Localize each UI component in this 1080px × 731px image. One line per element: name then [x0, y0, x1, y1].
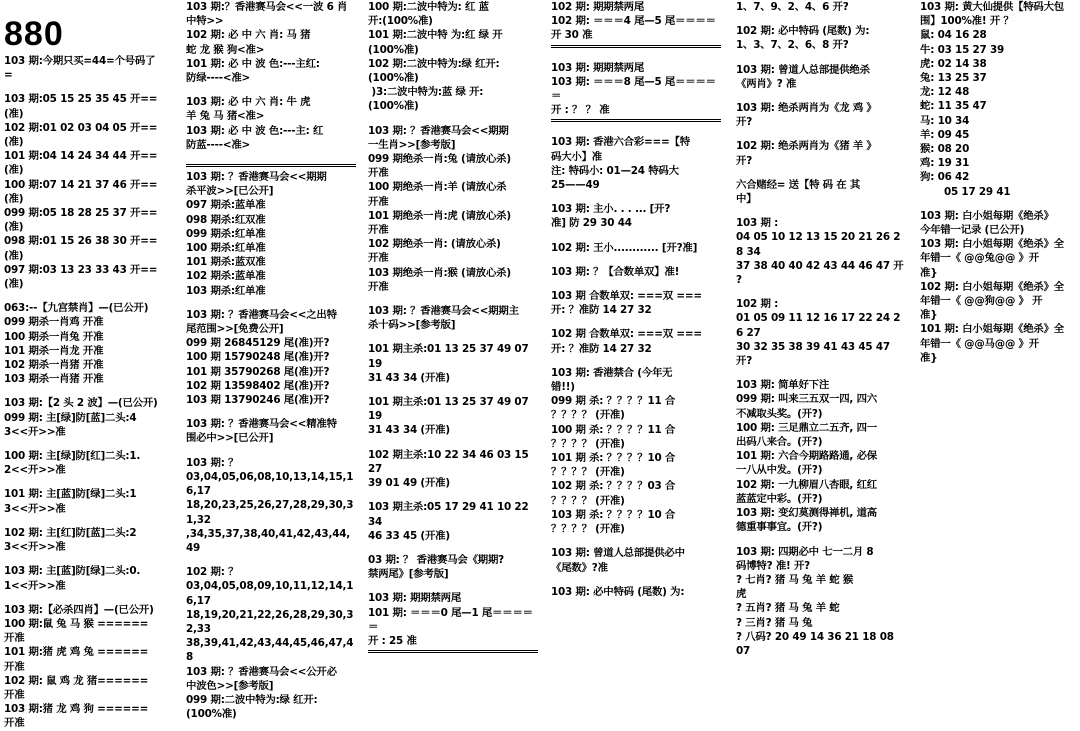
- text-line: 099 期 杀: ？？？？11 合: [551, 395, 676, 408]
- text-line: 蛇 龙 猴 狗<准>: [186, 43, 265, 56]
- text-line: 098 期:01 15 26 38 30 开==(准): [4, 235, 158, 262]
- text-line: 103 期 杀: ？？？？10 合: [551, 508, 676, 521]
- text-line: ? 三肖? 猪 马 兔: [736, 616, 813, 629]
- spacer: [551, 317, 721, 327]
- text-line: 防蓝----<准>: [186, 138, 251, 151]
- spacer: [736, 14, 906, 24]
- text-line: 103 期: 香港六合彩===【特: [551, 136, 690, 149]
- text-line: 年错一《 @@狗@@ 》 开: [920, 295, 1043, 308]
- text-line: 07: [736, 644, 751, 657]
- text-line: 099 期杀:红单准: [186, 227, 266, 240]
- text-line: 31 43 34 (开准): [368, 371, 450, 384]
- text-line: 德重事事宜。(开?): [736, 521, 823, 534]
- text-line: 出码八来合。(开?): [736, 436, 823, 449]
- text-line: 101 期:二波中特 为:红 绿 开: [368, 29, 503, 42]
- text-line: 099 期绝杀一肖:兔 (请放心杀): [368, 153, 511, 166]
- text-line: 103 期: 香港禁合 (今年无: [551, 366, 673, 379]
- text-line: 中】: [736, 193, 757, 206]
- text-line: 《两肖》? 准: [736, 77, 797, 90]
- text-line: 开 30 准: [551, 29, 593, 42]
- spacer: [368, 490, 538, 500]
- text-line: 开准: [4, 717, 25, 730]
- text-line: 开准: [4, 688, 25, 701]
- spacer: [186, 407, 356, 417]
- spacer: [736, 91, 906, 101]
- text-line: 狗: 06 42: [920, 171, 970, 184]
- text-line: 099 期:05 18 28 25 37 开==(准): [4, 207, 158, 234]
- spacer: [186, 152, 356, 162]
- text-line: 101 期主杀:01 13 25 37 49 07 19: [368, 396, 532, 423]
- column-1: [4, 0, 174, 730]
- text-line: 098 期杀:红双准: [186, 213, 266, 226]
- text-line: 097 期:03 13 23 33 43 开==(准): [4, 263, 158, 291]
- text-line: 102 期主杀:10 22 34 46 03 15 27: [368, 448, 532, 475]
- text-line: 103 期: 白小姐每期《绝杀》全: [920, 238, 1064, 251]
- spacer: [4, 82, 174, 92]
- spacer: [551, 231, 721, 241]
- text-line: 3<<开>>准: [4, 425, 66, 438]
- spacer: [736, 535, 906, 545]
- page-title: 880: [4, 15, 64, 53]
- text-line: 103 期:今期只买=44=个号码了: [4, 55, 156, 67]
- text-line: 103 期:05 15 25 35 45 开==(准): [4, 93, 158, 120]
- text-line: 禁两尾》[参考版]: [368, 568, 449, 581]
- text-line: 六合赌经= 送【特 码 在 其: [736, 178, 861, 191]
- text-line: 101 期: 必 中 波 色:---主红:: [186, 57, 320, 70]
- text-line: 31 43 34 (开准): [368, 424, 450, 437]
- text-line: 103 期 :: [736, 217, 779, 230]
- text-line: 中波色>>[参考版]: [186, 679, 274, 692]
- text-line: 103 期: 白小姐每期《绝杀》: [920, 209, 1054, 222]
- text-line: 100 期 15790248 尾(准)开?: [186, 351, 330, 364]
- text-line: 103 期: 必 中 波 色:---主: 红: [186, 124, 324, 137]
- text-line: 103 期: ？香港赛马会<<之出特: [186, 308, 337, 321]
- text-line: 103 期:猪 龙 鸡 狗 ======: [4, 703, 149, 716]
- spacer: [736, 206, 906, 216]
- divider-rule: [186, 164, 356, 167]
- column-6: [920, 0, 1078, 718]
- text-line: ?: [736, 274, 742, 287]
- text-line: 099 期: 主[绿]防[蓝]二头:4: [4, 411, 137, 424]
- text-line: 103 期: ？香港赛马会<<精准特: [186, 418, 337, 431]
- text-line: 年错一《 @@马@@ 》开: [920, 337, 1039, 350]
- text-line: ？？？？ (开准): [551, 523, 625, 536]
- text-line: 103 期: 曾道人总部提供必中: [551, 547, 685, 560]
- text-line: 103 期: 主[蓝]防[绿]二头:0.: [4, 565, 141, 578]
- spacer: [551, 536, 721, 546]
- text-line: 102 期: ？: [186, 566, 239, 579]
- text-line: 注: 特码小: 01—24 特码大: [551, 164, 679, 177]
- text-line: 102 期绝杀一肖: (请放心杀): [368, 238, 501, 251]
- text-line: ？？？？ (开准): [551, 437, 625, 450]
- text-line: 开: ？准防 14 27 32: [551, 342, 652, 355]
- text-line: 102 期: 必 中 六 肖: 马 猪: [186, 29, 311, 42]
- text-line: 103 期: 曾道人总部提供绝杀: [736, 63, 870, 76]
- spacer: [368, 385, 538, 395]
- text-line: 开: ？准防 14 27 32: [551, 304, 652, 317]
- text-line: ？？？？ (开准): [551, 409, 625, 422]
- spacer: [736, 168, 906, 178]
- spacer: [186, 85, 356, 95]
- text-line: 46 33 45 (开准): [368, 529, 450, 542]
- spacer: [186, 298, 356, 308]
- text-line: 牛: 03 15 27 39: [920, 43, 1005, 56]
- text-line: 18,19,20,21,22,26,28,29,30,32,33: [186, 608, 354, 635]
- spacer: [4, 593, 174, 603]
- text-line: 097 期杀:蓝单准: [186, 199, 266, 212]
- text-line: 开准: [4, 660, 25, 673]
- text-line: 码大小】准: [551, 150, 602, 163]
- spacer: [368, 581, 538, 591]
- text-line: 103 期:【必杀四肖】—(已公开): [4, 603, 154, 616]
- text-line: 准}: [920, 266, 938, 279]
- text-line: 102 期杀:蓝单准: [186, 270, 266, 283]
- text-line: 102 期 合数单双: ===双 ===: [551, 328, 702, 341]
- text-line: 100 期:鼠 兔 马 猴 ======: [4, 617, 149, 630]
- text-line: 100 期绝杀一肖:羊 (请放心杀: [368, 181, 507, 194]
- text-line: 准}: [920, 309, 938, 322]
- text-line: 101 期主杀:01 13 25 37 49 07 19: [368, 343, 532, 370]
- spacer: [736, 368, 906, 378]
- text-line: 开 : 25 准: [368, 634, 417, 647]
- text-line: 开准: [368, 195, 389, 208]
- text-line: 年错一《 @@兔@@ 》开: [920, 252, 1039, 265]
- spacer: [186, 446, 356, 456]
- text-line: 101 期: 白小姐每期《绝杀》全: [920, 323, 1064, 336]
- column-3: [368, 0, 538, 718]
- text-line: 杀平波>>[已公开]: [186, 185, 274, 198]
- text-line: 103 期: 期期禁两尾: [551, 61, 645, 74]
- text-line: 103 期: 必中特码 (尾数) 为:: [551, 585, 685, 598]
- spacer: [368, 543, 538, 553]
- text-line: 101 期杀:蓝双准: [186, 256, 266, 269]
- text-line: 1、7、9、2、4、6 开?: [736, 1, 849, 13]
- text-line: 04 05 10 12 13 15 20 21 26 28 34: [736, 231, 901, 258]
- text-line: 鼠: 04 16 28: [920, 29, 987, 42]
- text-line: 杀十码>>[参考版]: [368, 319, 456, 332]
- text-line: 18,20,23,25,26,27,28,29,30,31,32: [186, 499, 354, 526]
- column-2: [186, 0, 356, 721]
- spacer: [551, 279, 721, 289]
- text-line: 开?: [736, 154, 753, 167]
- text-line: 100 期:二波中特为: 红 蓝: [368, 1, 489, 13]
- text-line: )3:二波中特为:蓝 绿 开:: [368, 86, 484, 99]
- text-line: 1、3、7、2、6、8 开?: [736, 39, 849, 52]
- text-line: 102 期: 一九柳眉八杏眼, 红红: [736, 478, 877, 491]
- text-line: 103 期: ？香港赛马会<<公开必: [186, 665, 337, 678]
- text-line: 103 期: 期期禁两尾: [368, 592, 462, 605]
- text-line: 蓝蓝定中彩。(开?): [736, 492, 823, 505]
- text-line: 错!!): [551, 381, 575, 394]
- text-line: 103 期: 四期必中 七一二月 8: [736, 545, 874, 558]
- divider-rule: [551, 119, 721, 122]
- text-line: ＝: [551, 90, 562, 103]
- text-line: 100 期杀:红单准: [186, 242, 266, 255]
- spacer: [551, 575, 721, 585]
- spacer: [4, 516, 174, 526]
- text-line: 103 期主杀:05 17 29 41 10 22 34: [368, 501, 532, 528]
- text-line: 开准: [4, 632, 25, 645]
- text-line: 开准: [368, 224, 389, 237]
- text-line: 37 38 40 40 42 43 44 46 47 开: [736, 259, 904, 272]
- text-line: 099 期 26845129 尾(准)开?: [186, 337, 330, 350]
- text-line: (100%准): [368, 72, 419, 85]
- spacer: [368, 114, 538, 124]
- spacer: [736, 287, 906, 297]
- text-line: 103 期: 必 中 六 肖: 牛 虎: [186, 96, 311, 109]
- text-line: 3<<开>>准: [4, 502, 66, 515]
- text-line: 102 期 :: [736, 298, 779, 311]
- text-line: 103 期: ？香港赛马会<<期期: [186, 171, 327, 184]
- text-line: 准] 防 29 30 44: [551, 217, 632, 230]
- text-line: 101 期: 主[蓝]防[绿]二头:1: [4, 488, 137, 501]
- text-line: (100%准): [186, 708, 237, 721]
- text-line: 38,39,41,42,43,44,45,46,47,48: [186, 637, 354, 664]
- text-line: 中特>>: [186, 15, 224, 28]
- text-line: 30 32 35 38 39 41 43 45 47 开?: [736, 340, 894, 368]
- text-line: 101 期 35790268 尾(准)开?: [186, 365, 330, 378]
- text-line: ＝: [368, 620, 379, 633]
- text-line: 鸡: 19 31: [920, 157, 970, 170]
- text-line: 099 期杀一肖鸡 开准: [4, 316, 104, 329]
- spacer: [736, 129, 906, 139]
- spacer: [4, 477, 174, 487]
- text-line: 尾范围>>[免费公开]: [186, 323, 284, 336]
- text-line: 103 期杀一肖猪 开准: [4, 373, 104, 386]
- text-line: 063:--【九宫禁肖】—(已公开): [4, 302, 149, 315]
- text-line: (100%准): [368, 100, 419, 113]
- spacer: [4, 554, 174, 564]
- text-line: 103 期: 简单好下注: [736, 379, 830, 392]
- text-line: 今年错一记录 (已公开): [920, 224, 1025, 237]
- spacer: [186, 555, 356, 565]
- text-line: 101 期杀一肖龙 开准: [4, 344, 104, 357]
- text-line: 101 期绝杀一肖:虎 (请放心杀): [368, 209, 511, 222]
- text-line: 一八从中发。(开?): [736, 464, 823, 477]
- text-line: 103 期: 黄大仙提供【特码大包: [920, 1, 1064, 13]
- text-line: 102 期杀一肖猪 开准: [4, 359, 104, 372]
- text-line: 防绿----<准>: [186, 72, 251, 85]
- text-line: 开:(100%准): [368, 15, 433, 28]
- text-line: 100 期: 主[绿]防[红]二头:1.: [4, 450, 141, 463]
- text-line: 102 期: ＝＝＝4 尾—5 尾＝＝＝＝: [551, 15, 716, 28]
- text-line: 开准: [368, 252, 389, 265]
- text-line: 准}: [920, 351, 938, 364]
- text-line: 码博特? 准! 开?: [736, 559, 810, 572]
- text-line: 马: 10 34: [920, 114, 970, 127]
- spacer: [551, 51, 721, 61]
- text-line: 103 期: ＝＝＝8 尾—5 尾＝＝＝＝: [551, 75, 716, 88]
- spacer: [551, 125, 721, 135]
- text-line: 103 期: ？香港赛马会<<期期: [368, 124, 509, 137]
- text-line: ? 七肖? 猪 马 兔 羊 蛇 猴: [736, 573, 854, 586]
- text-line: ? 八码? 20 49 14 36 21 18 08: [736, 630, 894, 643]
- text-line: 102 期: 必中特码 (尾数) 为:: [736, 25, 870, 38]
- text-line: 102 期 杀: ？？？？03 合: [551, 480, 676, 493]
- spacer: [4, 291, 174, 301]
- divider-rule: [368, 650, 538, 653]
- text-line: 102 期:二波中特为:绿 红开:: [368, 57, 500, 70]
- text-line: 虎: [736, 588, 747, 601]
- text-line: 102 期: 王小............ [开?准]: [551, 241, 698, 254]
- text-line: 1<<开>>准: [4, 579, 66, 592]
- text-line: 开?: [736, 116, 753, 129]
- spacer: [736, 53, 906, 63]
- text-line: (100%准): [368, 43, 419, 56]
- text-line: 103 期 合数单双: ===双 ===: [551, 290, 702, 303]
- text-line: 101 期: 六合今期路路通, 必保: [736, 450, 877, 463]
- text-line: 100 期杀一肖兔 开准: [4, 330, 104, 343]
- text-line: 101 期: ＝＝＝0 尾—1 尾＝＝＝＝: [368, 606, 533, 619]
- text-line: 099 期:二波中特为:绿 红开:: [186, 693, 318, 706]
- text-line: 《尾数》?准: [551, 561, 608, 574]
- column-5: [736, 0, 906, 718]
- text-line: 一生肖>>[参考版]: [368, 138, 456, 151]
- spacer: [551, 255, 721, 265]
- text-line: 100 期:07 14 21 37 46 开==(准): [4, 178, 158, 205]
- text-line: 不减取头奖。(开?): [736, 407, 823, 420]
- text-line: 102 期:01 02 03 04 05 开==(准): [4, 121, 158, 149]
- text-line: 101 期:04 14 24 34 44 开==(准): [4, 150, 158, 177]
- text-line: 102 期: 绝杀两肖为《猪 羊 》: [736, 140, 877, 153]
- text-line: 39 01 49 (开准): [368, 477, 450, 490]
- text-line: 103 期:【2 头 2 波】—(已公开): [4, 397, 158, 410]
- text-line: 03,04,05,06,08,10,13,14,15,16,17: [186, 470, 354, 498]
- spacer: [4, 386, 174, 396]
- text-line: 103 期: 主小. . . ... [开?: [551, 203, 671, 216]
- spacer: [551, 192, 721, 202]
- spacer: [368, 438, 538, 448]
- text-line: 羊 兔 马 猪<准>: [186, 110, 265, 123]
- text-line: 围】100%准! 开 ？: [920, 15, 1014, 28]
- text-line: 3<<开>>准: [4, 541, 66, 554]
- column-4: [551, 0, 721, 718]
- text-line: 099 期: 叫来三五双一四, 四六: [736, 393, 877, 406]
- text-line: 猴: 08 20: [920, 143, 970, 156]
- text-line: 虎: 02 14 38: [920, 57, 987, 70]
- divider-rule: [551, 45, 721, 48]
- text-line: 开准: [368, 280, 389, 293]
- text-line: 103 期: 变幻莫测得禅机, 道高: [736, 507, 877, 520]
- text-line: 蛇: 11 35 47: [920, 100, 987, 113]
- text-line: 2<<开>>准: [4, 464, 66, 477]
- text-line: 05 17 29 41: [920, 185, 1011, 198]
- text-line: 102 期: 白小姐每期《绝杀》全: [920, 280, 1064, 293]
- text-line: 103 期: ？【合数单双】准!: [551, 265, 680, 278]
- text-line: ？？？？ (开准): [551, 466, 625, 479]
- text-line: 102 期: 主[红]防[蓝]二头:2: [4, 526, 137, 539]
- text-line: 羊: 09 45: [920, 128, 970, 141]
- text-line: 103 期:？香港赛马会<<一波 6 肖: [186, 1, 348, 13]
- spacer: [4, 439, 174, 449]
- text-line: 103 期: ？香港赛马会<<期期主: [368, 305, 519, 318]
- text-line: 102 期 13598402 尾(准)开?: [186, 379, 330, 392]
- text-line: 101 期 杀: ？？？？10 合: [551, 452, 676, 465]
- text-line: 01 05 09 11 12 16 17 22 24 26 27: [736, 312, 901, 339]
- text-line: 103 期杀:红单准: [186, 284, 266, 297]
- text-line: 开准: [368, 167, 389, 180]
- text-line: 103 期: ？: [186, 456, 239, 469]
- text-line: 101 期:猪 虎 鸡 兔 ======: [4, 646, 149, 659]
- text-line: ? 五肖? 猪 马 兔 羊 蛇: [736, 602, 840, 615]
- text-line: 25——49: [551, 179, 600, 192]
- spacer: [368, 294, 538, 304]
- spacer: [368, 332, 538, 342]
- text-line: ,34,35,37,38,40,41,42,43,44,49: [186, 527, 351, 554]
- text-line: 03 期: ？ 香港赛马会《期期?: [368, 553, 504, 566]
- text-line: 围必中>>[已公开]: [186, 432, 274, 445]
- text-line: 103 期 13790246 尾(准)开?: [186, 394, 330, 407]
- text-line: 102 期: 期期禁两尾: [551, 1, 645, 13]
- text-line: 开 : ？ ？ 准: [551, 104, 610, 117]
- text-line: 103 期: 绝杀两肖为《龙 鸡 》: [736, 102, 877, 115]
- text-line: 龙: 12 48: [920, 86, 970, 99]
- text-line: 03,04,05,08,09,10,11,12,14,16,17: [186, 580, 354, 607]
- spacer: [551, 356, 721, 366]
- text-line: 103 期绝杀一肖:猴 (请放心杀): [368, 266, 511, 279]
- spacer: [920, 199, 1078, 209]
- text-line: 100 期 杀: ？？？？11 合: [551, 423, 676, 436]
- text-line: =: [4, 69, 13, 82]
- text-line: 兔: 13 25 37: [920, 72, 987, 85]
- text-line: ？？？？ (开准): [551, 494, 625, 507]
- text-line: 102 期: 鼠 鸡 龙 猪======: [4, 674, 149, 687]
- text-line: 100 期: 三足鼎立二五齐, 四一: [736, 421, 877, 434]
